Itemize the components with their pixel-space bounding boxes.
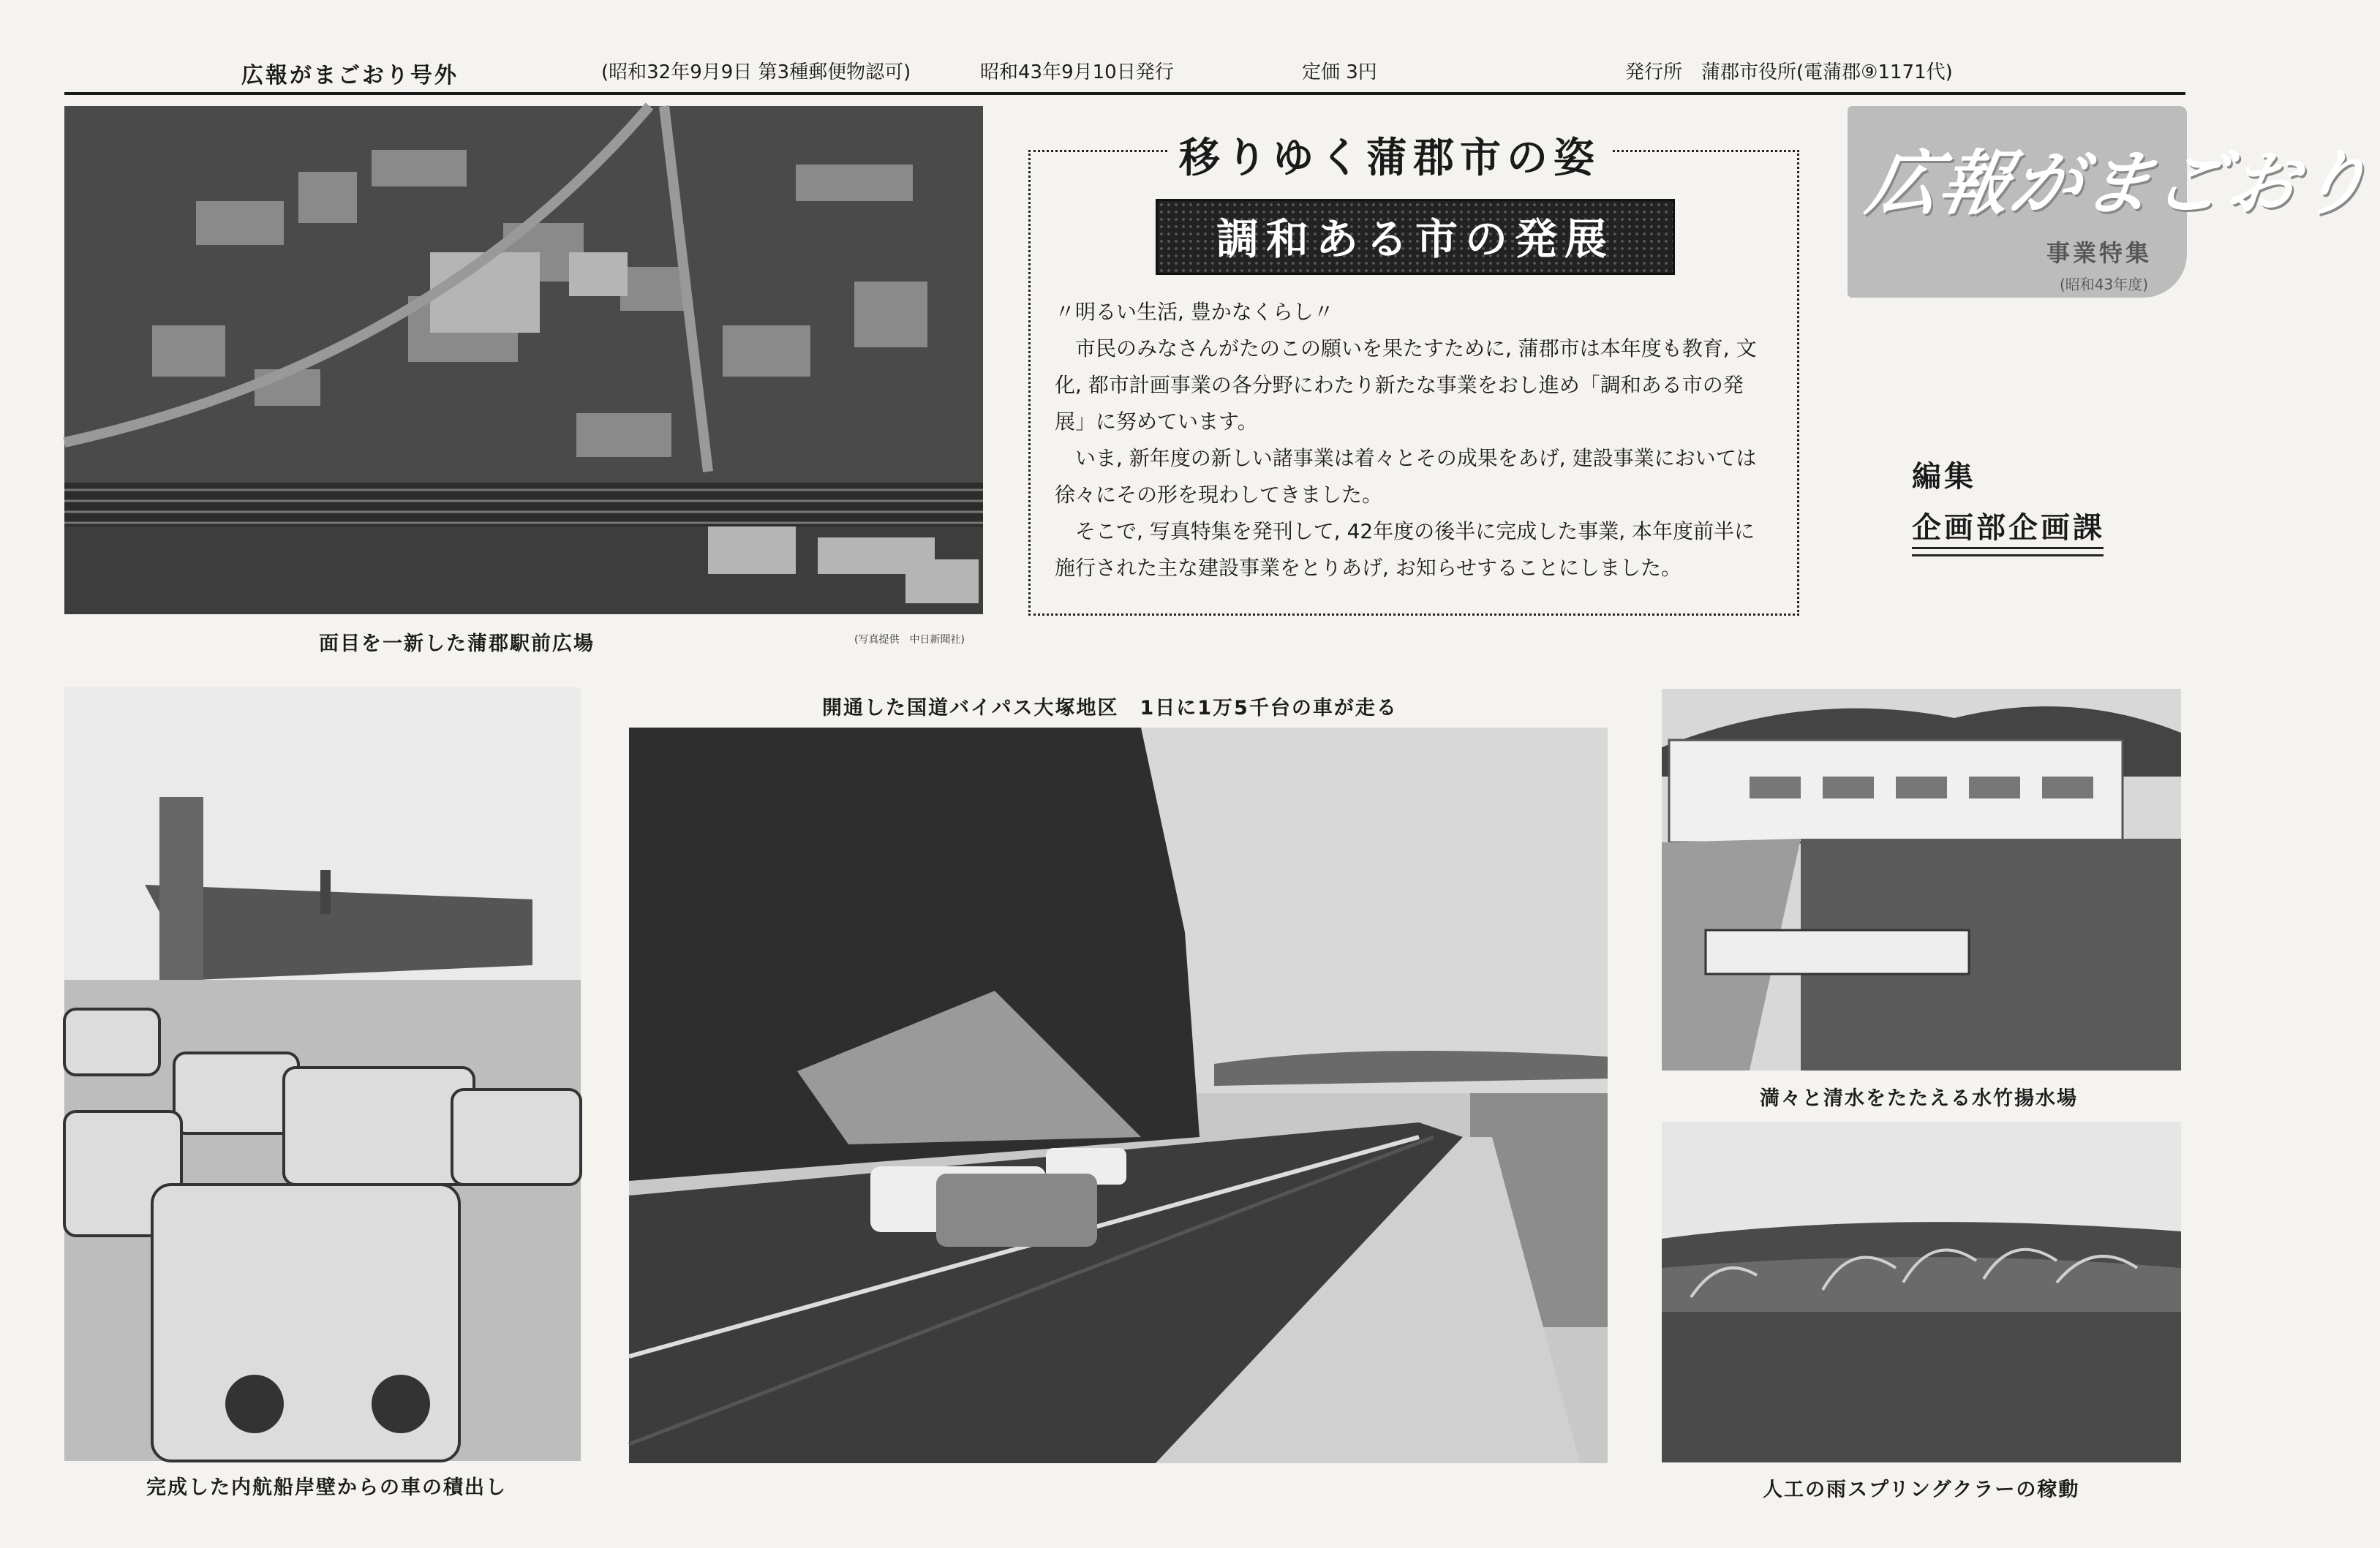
bypass-caption: 開通した国道バイパス大塚地区 1日に1万5千台の車が走る (822, 697, 1398, 720)
aerial-credit: (写真提供 中日新聞社) (854, 634, 965, 646)
masthead-price: 定価 3円 (1302, 61, 1377, 83)
feature-subtitle: 調和ある市の発展 (1156, 199, 1675, 275)
sprinkler-photo (1662, 1122, 2181, 1462)
editor-department: 企画部企画課 (1912, 511, 2105, 545)
feature-paragraph: いま, 新年度の新しい諸事業は着々とその成果をあげ, 建設事業においては徐々にその形を現わしてきました。 (1055, 446, 1757, 507)
aerial-caption: 面目を一新した蒲郡駅前広場 (319, 633, 595, 655)
masthead-permit: (昭和32年9月9日 第3種郵便物認可) (601, 61, 911, 83)
feature-paragraph: 市民のみなさんがたのこの願いを果たすために, 蒲郡市は本年度も教育, 文化, 都市計画事業の各分野にわたり新たな事業をおし進め「調和ある市の発展」に努めています。 (1055, 336, 1757, 434)
logo-name: 広報がまごおり (1861, 143, 2378, 224)
masthead-rule (64, 92, 2185, 95)
pier-caption: 完成した内航船岸壁からの車の積出し (146, 1476, 507, 1499)
editor-label: 編集 (1912, 460, 1976, 494)
masthead-publisher: 発行所 蒲郡市役所(電蒲郡⑨1171代) (1625, 61, 1953, 83)
logo-subtitle: 事業特集 (2046, 239, 2153, 267)
editor-rule (1912, 547, 2104, 549)
sprinkler-caption: 人工の雨スプリングクラーの稼動 (1763, 1479, 2080, 1501)
aerial-station-photo (64, 106, 983, 614)
editor-rule (1912, 554, 2104, 556)
water-plant-caption: 満々と清水をたたえる水竹揚水場 (1760, 1087, 2078, 1110)
masthead-issue-date: 昭和43年9月10日発行 (980, 61, 1174, 83)
pier-car-loading-photo (64, 687, 581, 1461)
masthead-title: 広報がまごおり号外 (241, 63, 459, 88)
feature-lead: 〃明るい生活, 豊かなくらし〃 (1055, 300, 1334, 324)
feature-body (1055, 294, 1771, 586)
feature-paragraph: そこで, 写真特集を発刊して, 42年度の後半に完成した事業, 本年度前半に施行された主な建設事業をとりあげ, お知らせすることにしました。 (1055, 519, 1755, 580)
water-plant-photo (1662, 689, 2181, 1071)
publication-logo (1848, 106, 2378, 298)
bypass-road-photo (629, 728, 1608, 1463)
feature-title: 移りゆく蒲郡市の姿 (1169, 126, 1611, 184)
logo-year: (昭和43年度) (2060, 276, 2149, 293)
